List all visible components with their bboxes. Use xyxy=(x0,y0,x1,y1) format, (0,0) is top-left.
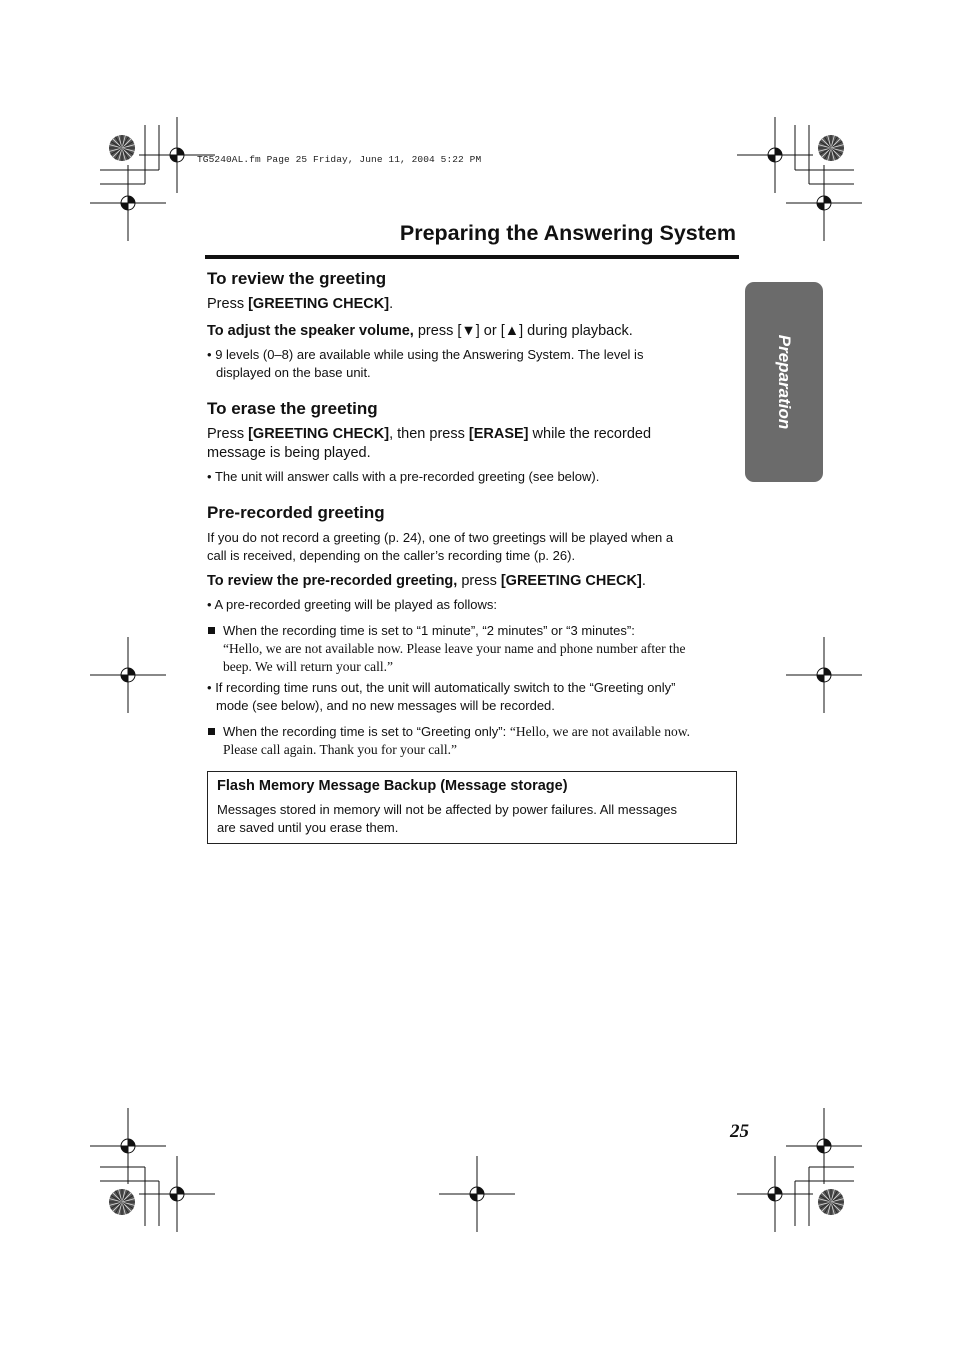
crosshair-target-icon xyxy=(737,117,813,193)
title-rule xyxy=(205,255,739,259)
crosshair-target-icon xyxy=(90,165,166,241)
erase-heading: To erase the greeting xyxy=(207,399,378,418)
prerecorded-bullet-a: • A pre-recorded greeting will be played as follows: xyxy=(207,597,498,612)
crosshair-target-icon xyxy=(139,1156,215,1232)
prerecorded-heading: Pre-recorded greeting xyxy=(207,503,385,522)
starburst-mark-icon xyxy=(818,135,844,161)
crosshair-target-icon xyxy=(786,637,862,713)
crosshair-target-icon xyxy=(90,637,166,713)
square-item-2: When the recording time is set to “Greeting only”: “Hello, we are not available now. Please call again. Thank you for your call.” xyxy=(207,723,737,759)
erase-key: [ERASE] xyxy=(468,426,529,442)
square-bullet-icon xyxy=(208,627,215,634)
note-box xyxy=(207,771,737,844)
erase-instructions: Press [GREETING CHECK], then press [ERASE] while the recorded message is being played. xyxy=(207,426,652,461)
side-tab xyxy=(745,282,823,482)
review-press: Press [GREETING CHECK]. xyxy=(207,296,394,312)
review-bullet: • 9 levels (0–8) are available while using the Answering System. The level is displayed on the base unit. xyxy=(207,347,644,380)
up-arrow-icon: ▲ xyxy=(504,323,520,339)
down-arrow-icon: ▼ xyxy=(461,323,476,339)
starburst-mark-icon xyxy=(818,1189,844,1215)
side-tab-label: Preparation xyxy=(775,334,794,430)
file-info-header: TG5240AL.fm Page 25 Friday, June 11, 2004 5:22 PM xyxy=(197,154,482,165)
crosshair-target-icon xyxy=(737,1156,813,1232)
review-adjust: To adjust the speaker volume, press [▼] or [▲] during playback. xyxy=(207,323,633,339)
crosshair-target-icon xyxy=(439,1156,515,1232)
prerecorded-bullet-b: • If recording time runs out, the unit will automatically switch to the “Greeting only” mode (see below), and no new messages will be recorded. xyxy=(207,680,676,713)
greeting-check-key: [GREETING CHECK] xyxy=(248,296,390,312)
starburst-mark-icon xyxy=(109,135,135,161)
prerecorded-intro: If you do not record a greeting (p. 24), one of two greetings will be played when a call is received, depending on the caller’s recording time (p. 26). xyxy=(207,530,674,563)
crosshair-target-icon xyxy=(786,1108,862,1184)
square-item-1: When the recording time is set to “1 minute”, “2 minutes” or “3 minutes”: “Hello, we are not available now. Please leave your name and phone number after the beep. We will return your call.” xyxy=(207,622,737,676)
note-box-title: Flash Memory Message Backup (Message storage) xyxy=(217,778,568,794)
note-box-body: Messages stored in memory will not be affected by power failures. All messages are saved until you erase them. xyxy=(217,802,678,835)
page-title: Preparing the Answering System xyxy=(399,221,736,245)
erase-bullet: • The unit will answer calls with a pre-recorded greeting (see below). xyxy=(207,469,600,484)
crosshair-target-icon xyxy=(786,165,862,241)
crosshair-target-icon xyxy=(90,1108,166,1184)
page-number: 25 xyxy=(730,1121,749,1142)
review-heading: To review the greeting xyxy=(207,269,387,288)
prerecorded-review: To review the pre-recorded greeting, press [GREETING CHECK]. xyxy=(207,573,646,589)
starburst-mark-icon xyxy=(109,1189,135,1215)
square-bullet-icon xyxy=(208,728,215,735)
